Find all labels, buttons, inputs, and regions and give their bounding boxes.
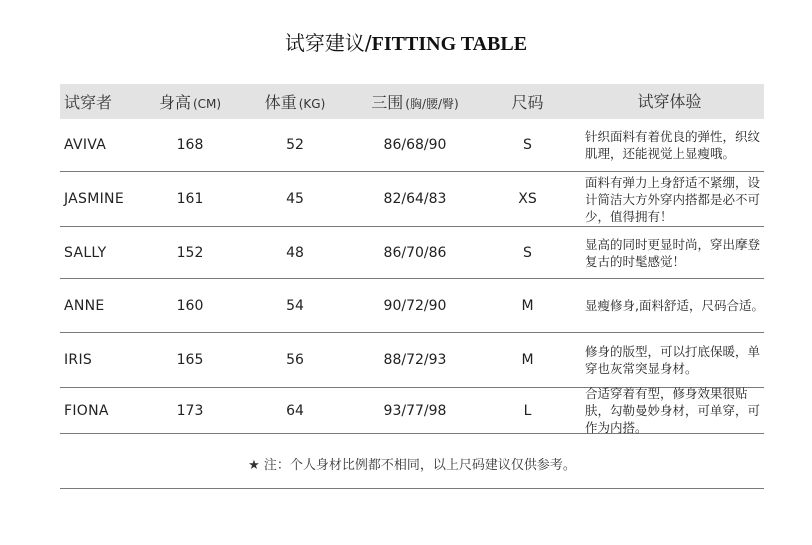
cell-measurements: 82/64/83 (383, 191, 447, 207)
header-height-unit: (CM) (192, 97, 222, 111)
cell-measurements: 93/77/98 (383, 402, 447, 419)
cell-weight: 48 (286, 244, 304, 261)
cell-size: XS (518, 191, 537, 207)
cell-name: SALLY (64, 244, 107, 261)
cell-measurements: 88/72/93 (383, 352, 447, 368)
header-size: 尺码 (511, 93, 544, 112)
cell-height: 161 (176, 191, 204, 207)
table-row (60, 279, 764, 333)
cell-height: 168 (176, 137, 204, 153)
cell-experience: 针织面料有着优良的弹性，织纹肌理，还能视觉上显瘦哦。 (585, 129, 761, 161)
table-row (60, 333, 764, 388)
header-name: 试穿者 (64, 93, 113, 112)
header-weight-label: 体重 (264, 93, 297, 112)
cell-experience: 合适穿着有型，修身效果很贴肤，勾勒曼妙身材，可单穿，可作为内搭。 (585, 386, 761, 435)
cell-weight: 56 (286, 352, 304, 368)
cell-experience: 面料有弹力上身舒适不紧绷，设计简洁大方外穿内搭都是必不可少，值得拥有！ (585, 174, 761, 224)
table-row (60, 388, 764, 434)
page-title (0, 30, 812, 57)
cell-size: L (523, 402, 532, 419)
cell-experience: 显瘦修身,面料舒适，尺码合适。 (585, 298, 764, 313)
bottom-divider (60, 488, 764, 489)
cell-name: IRIS (64, 352, 93, 368)
header-experience: 试穿体验 (637, 92, 702, 111)
header-weight-unit: (KG) (298, 97, 326, 111)
cell-weight: 52 (286, 137, 304, 153)
cell-name: JASMINE (64, 191, 124, 207)
header-measurements-unit: (胸/腰/臀) (405, 97, 459, 111)
fitting-table (60, 84, 764, 434)
cell-size: M (521, 297, 534, 314)
cell-size: S (523, 137, 532, 153)
table-header-row (60, 84, 764, 119)
cell-experience: 显高的同时更显时尚，穿出摩登复古的时髦感觉！ (585, 236, 761, 269)
footnote: ★ 注：个人身材比例都不相同，以上尺码建议仅供参考。 (248, 458, 576, 473)
cell-measurements: 86/70/86 (383, 244, 447, 261)
cell-weight: 64 (286, 402, 304, 419)
cell-weight: 54 (286, 297, 304, 314)
header-height (140, 90, 240, 113)
cell-name: ANNE (64, 297, 105, 314)
cell-size: M (521, 352, 534, 368)
table-row (60, 119, 764, 172)
header-height-label: 身高 (158, 93, 191, 112)
cell-weight: 45 (286, 191, 304, 207)
cell-name: FIONA (64, 402, 109, 419)
table-row (60, 227, 764, 279)
header-weight (240, 90, 350, 113)
title-english: FITTING TABLE (371, 33, 528, 55)
header-measurements (350, 90, 480, 113)
cell-measurements: 86/68/90 (383, 137, 447, 153)
cell-experience: 修身的版型，可以打底保暖，单穿也灰常突显身材。 (585, 344, 761, 376)
title-chinese: 试穿建议/ (284, 31, 372, 55)
table-row (60, 172, 764, 227)
header-measurements-label: 三围 (371, 93, 404, 112)
cell-name: AVIVA (64, 137, 107, 153)
cell-size: S (523, 244, 532, 261)
cell-height: 173 (176, 402, 204, 419)
cell-height: 165 (176, 352, 204, 368)
cell-height: 160 (176, 297, 204, 314)
cell-height: 152 (176, 244, 204, 261)
cell-measurements: 90/72/90 (383, 297, 447, 314)
